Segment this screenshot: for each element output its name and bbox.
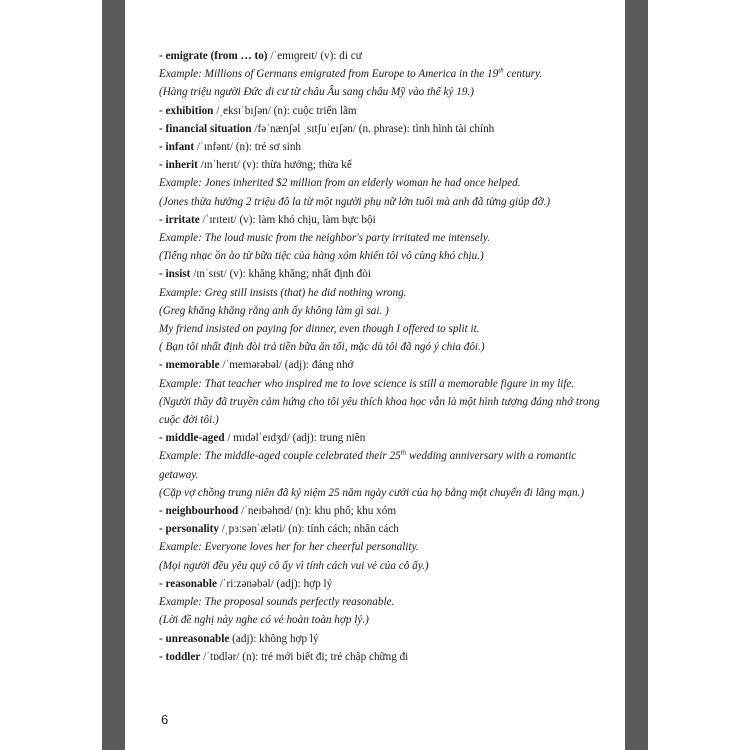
vocab-entry [159,138,615,156]
definition: /ˈɪrɪteɪt/ (v): làm khó chịu, làm bực bội [199,213,376,226]
translation: ( Bạn tôi nhất định đòi trả tiền bữa ăn tối, mặc dù tôi đã ngỏ ý chia đôi.) [159,341,485,354]
translation: (Mọi người đều yêu quý cô ấy vì tính cách vui vẻ của cô ấy.) [159,559,429,572]
definition: /ˌpɜːsənˈæləti/ (n): tính cách; nhân cách [218,523,399,536]
translation: (Jones thừa hưởng 2 triệu đô la từ một người phụ nữ lớn tuổi mà anh đã từng giúp đỡ.) [159,195,551,208]
headword: - inherit [159,159,198,172]
headword: - toddler [159,650,201,663]
headword: - exhibition [159,104,214,117]
definition: /fəˈnænʃəl ˌsɪtʃuˈeɪʃən/ (n. phrase): tình hình tài chính [251,122,495,135]
translation: (Tiếng nhạc ồn ào từ bữa tiệc của hàng xóm khiến tôi vô cùng khó chịu.) [159,250,484,263]
definition: (adj): không hợp lý [229,632,319,645]
translation: (Greg khăng khăng rằng anh ấy không làm gì sai. ) [159,304,389,317]
vocab-entry [159,265,615,283]
definition: /ˈɪnfənt/ (n): trẻ sơ sinh [194,141,302,154]
page-number: 6 [161,712,169,727]
headword: - irritate [159,213,200,226]
translation: (Cặp vợ chồng trung niên đã kỷ niệm 25 năm ngày cưới của họ bằng một chuyến đi lãng mạn.) [159,486,585,499]
headword: - emigrate (from … to) [159,50,268,62]
definition: /ˈemɪɡreɪt/ (v): di cư [267,50,362,62]
definition: /ˈtɒdlər/ (n): trẻ mới biết đi; trẻ chập chững đi [200,650,409,663]
headword: - neighbourhood [159,505,239,518]
vocab-entry [159,429,615,447]
vocab-entry [159,575,615,593]
definition: /ɪnˈherɪt/ (v): thừa hưởng; thừa kế [197,159,352,172]
example-text: wedding anniversary with a romantic getaway. [159,450,577,481]
translation: (Hàng triệu người Đức di cư từ châu Âu sang châu Mỹ vào thế kỷ 19.) [159,86,474,99]
vocabulary-list [159,47,615,666]
headword: - reasonable [159,577,217,590]
example-text: century. [503,68,543,81]
vocab-entry [159,102,615,120]
vocab-entry [159,502,615,520]
headword: - financial situation [159,122,252,135]
vocab-entry [159,211,615,229]
vocab-entry [159,630,615,648]
headword: - personality [159,523,219,536]
example-text: Example: Millions of Germans emigrated from Europe to America in the 19 [159,68,499,81]
example-sentence: Example: Everyone loves her for her cheerful personality. [159,541,419,554]
headword: - middle-aged [159,432,225,445]
headword: - infant [159,141,195,154]
example-sentence: Example: That teacher who inspired me to love science is still a memorable figure in my life. [159,377,575,390]
definition: /ˌeksɪˈbɪʃən/ (n): cuộc triển lãm [213,104,357,117]
definition: /ˈriːzənəbəl/ (adj): hợp lý [216,577,333,590]
example-sentence: My friend insisted on paying for dinner, even though I offered to split it. [159,323,480,336]
headword: - memorable [159,359,220,372]
example-sentence: Example: The proposal sounds perfectly reasonable. [159,596,395,609]
headword: - unreasonable [159,632,230,645]
vocab-entry [159,356,615,374]
example-sentence [159,65,615,83]
vocab-entry [159,47,615,65]
ordinal-suffix: th [498,66,504,75]
definition: /ˈneɪbəhʊd/ (n): khu phố; khu xóm [238,505,397,518]
example-sentence: Example: Jones inherited $2 million from an elderly woman he had once helped. [159,177,521,190]
document-page [125,0,625,750]
example-sentence: Example: Greg still insists (that) he did nothing wrong. [159,286,407,299]
definition: / mɪdəlˈeɪdʒd/ (adj): trung niên [224,432,366,445]
vocab-entry [159,156,615,174]
example-sentence: Example: The loud music from the neighbor's party irritated me intensely. [159,232,491,245]
translation: (Người thầy đã truyền cảm hứng cho tôi yêu thích khoa học vẫn là một hình tượng đáng nhớ trong cuộc đời tôi.) [159,395,600,427]
example-sentence [159,447,615,483]
definition: /ɪnˈsɪst/ (v): khăng khăng; nhất định đòi [190,268,371,281]
example-text: Example: The middle-aged couple celebrated their 25 [159,450,401,463]
translation: (Lời đề nghị này nghe có vẻ hoàn toàn hợp lý.) [159,614,369,627]
headword: - insist [159,268,191,281]
ordinal-suffix: th [400,448,407,457]
vocab-entry [159,648,615,666]
definition: /ˈmemərəbəl/ (adj): đáng nhớ [219,359,354,372]
vocab-entry [159,520,615,538]
vocab-entry [159,120,615,138]
